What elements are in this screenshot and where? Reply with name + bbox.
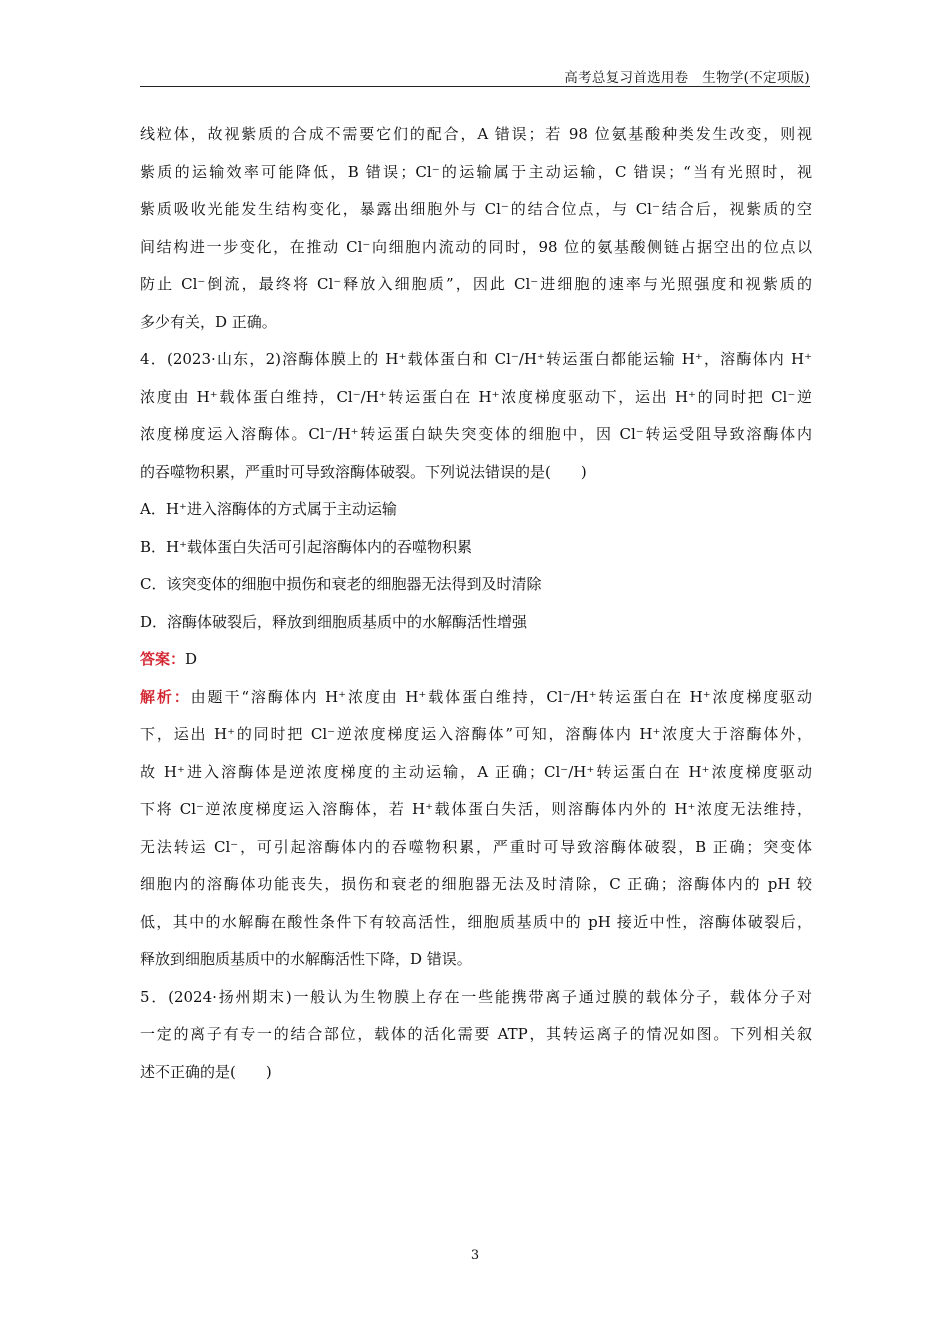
answer [140,641,812,679]
analysis-label: 解析： [140,687,191,706]
analysis-line: 故 H⁺进入溶酶体是逆浓度梯度的主动运输，A 正确；Cl⁻/H⁺转运蛋白在 H⁺浓度梯度驱动 [140,762,812,781]
option-d: D．溶酶体破裂后，释放到细胞质基质中的水解酶活性增强 [140,612,528,631]
option-a: A．H⁺进入溶酶体的方式属于主动运输 [140,500,397,518]
analysis-line: 细胞内的溶酶体功能丧失，损伤和衰老的细胞器无法及时清除，C 正确；溶酶体内的 pH 较 [140,875,812,893]
question-stem-line: 述不正确的是( ) [140,1062,272,1081]
question-stem-line: 4．(2023·山东，2)溶酶体膜上的 H⁺载体蛋白和 Cl⁻/H⁺转运蛋白都能运输 H⁺，溶酶体内 H⁺ [140,350,812,368]
question-stem-line: 的吞噬物积累，严重时可导致溶酶体破裂。下列说法错误的是( ) [140,462,587,481]
text-line: 间结构进一步变化，在推动 Cl⁻向细胞内流动的同时，98 位的氨基酸侧链占据空出的位点以 [140,237,812,256]
option-b: B．H⁺载体蛋白失活可引起溶酶体内的吞噬物积累 [140,537,473,556]
page-content [140,116,812,1091]
prev-explanation [140,116,812,341]
option-c: C．该突变体的细胞中损伤和衰老的细胞器无法得到及时清除 [140,575,542,593]
analysis-line: 低，其中的水解酶在酸性条件下有较高活性，细胞质基质中的 pH 接近中性，溶酶体破裂后， [140,912,812,931]
page-header [140,64,810,87]
question-4 [140,341,812,979]
text-line: 紫质吸收光能发生结构变化，暴露出细胞外与 Cl⁻的结合位点，与 Cl⁻结合后，视紫质的空 [140,200,812,218]
text-line: 紫质的运输效率可能降低，B 错误；Cl⁻的运输属于主动运输，C 错误；“当有光照时，视 [140,162,812,181]
analysis-line: 无法转运 Cl⁻，可引起溶酶体内的吞噬物积累，严重时可导致溶酶体破裂，B 正确；突变体 [140,837,812,856]
question-stem-line: 浓度由 H⁺载体蛋白维持，Cl⁻/H⁺转运蛋白在 H⁺浓度梯度驱动下，运出 H⁺的同时把 Cl⁻逆 [140,387,812,406]
analysis-line: 释放到细胞质基质中的水解酶活性下降，D 错误。 [140,950,472,968]
page-number: 3 [470,1248,480,1263]
text-line: 防止 Cl⁻倒流，最终将 Cl⁻释放入细胞质”，因此 Cl⁻进细胞的速率与光照强度和视紫质的 [140,275,812,293]
question-5 [140,979,812,1092]
text-line: 多少有关，D 正确。 [140,312,277,331]
analysis-text: 由题干“溶酶体内 H⁺浓度由 H⁺载体蛋白维持，Cl⁻/H⁺转运蛋白在 H⁺浓度梯度驱动 [190,687,812,706]
answer-label: 答案： [140,650,186,668]
analysis-line [140,679,812,717]
text-line: 线粒体，故视紫质的合成不需要它们的配合，A 错误；若 98 位氨基酸种类发生改变，则视 [140,125,812,143]
question-stem-line: 一定的离子有专一的结合部位，载体的活化需要 ATP，其转运离子的情况如图。下列相关叙 [140,1025,812,1043]
question-stem-line: 浓度梯度运入溶酶体。Cl⁻/H⁺转运蛋白缺失突变体的细胞中，因 Cl⁻转运受阻导致溶酶体内 [140,425,812,443]
answer-value: D [185,650,198,668]
question-stem-line: 5．(2024·扬州期末)一般认为生物膜上存在一些能携带离子通过膜的载体分子，载体分子对 [140,987,812,1006]
header-title: 高考总复习首选用卷 生物学(不定项版) [564,70,810,86]
analysis-line: 下将 Cl⁻逆浓度梯度运入溶酶体，若 H⁺载体蛋白失活，则溶酶体内外的 H⁺浓度无法维持， [140,800,812,818]
analysis-line: 下，运出 H⁺的同时把 Cl⁻逆浓度梯度运入溶酶体”可知，溶酶体内 H⁺浓度大于溶酶体外， [140,725,812,743]
